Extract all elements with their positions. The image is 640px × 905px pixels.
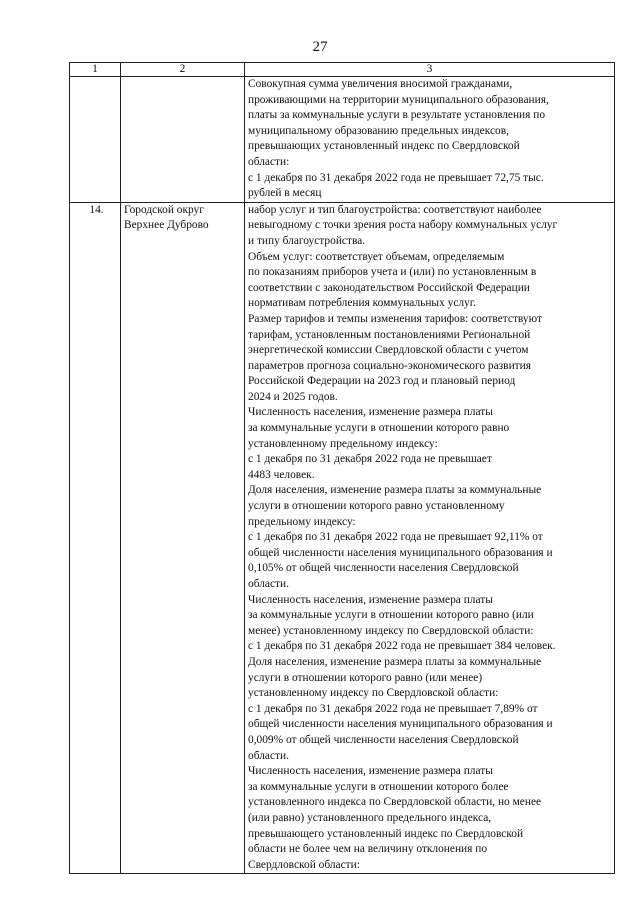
description-line: соответствии с законодательством Российской Федерации <box>248 281 530 294</box>
description-line: Российской Федерации на 2023 год и плановый период <box>248 375 516 388</box>
description-line: энергетической комиссии Свердловской области с учетом <box>248 344 529 357</box>
description-line: с 1 декабря по 31 декабря 2022 года не превышает 72,75 тыс. <box>248 171 544 184</box>
description-line: набор услуг и тип благоустройства: соответствуют наиболее <box>248 203 542 216</box>
description-line: с 1 декабря по 31 декабря 2022 года не превышает 384 человек. <box>248 640 556 653</box>
table-body <box>70 63 615 874</box>
description-line: по показаниям приборов учета и (или) по установленным в <box>248 266 537 279</box>
document-table <box>69 62 615 874</box>
municipality-name-line: Городской округ <box>124 203 204 216</box>
description-line: Численность населения, изменение размера платы <box>248 593 493 606</box>
description-cell <box>245 202 615 874</box>
description-line: Доля населения, изменение размера платы за коммунальные <box>248 484 542 497</box>
description-cell <box>245 77 615 203</box>
description-line: за коммунальные услуги в отношении которого равно <box>248 422 510 435</box>
description-line: Свердловской области: <box>248 858 360 871</box>
description-line: проживающими на территории муниципального образования, <box>248 93 549 106</box>
description-line: превышающего установленный индекс по Свердловской <box>248 827 524 840</box>
description-line: установленному индексу по Свердловской области: <box>248 687 499 700</box>
table-row <box>70 77 615 203</box>
description-line: параметров прогноза социально-экономического развития <box>248 359 531 372</box>
description-line: Размер тарифов и темпы изменения тарифов: соответствуют <box>248 312 542 325</box>
description-line: области не более чем на величину отклонения по <box>248 843 488 856</box>
row-number-cell <box>70 77 121 203</box>
description-line: услуги в отношении которого равно (или менее) <box>248 671 483 684</box>
description-line: превышающих установленный индекс по Свердловской <box>248 140 520 153</box>
description-line: невыгодному с точки зрения роста набору коммунальных услуг <box>248 219 558 232</box>
description-line: и типу благоустройства. <box>248 234 366 247</box>
description-line: области: <box>248 155 290 168</box>
description-line: тарифам, установленным постановлениями Региональной <box>248 328 531 341</box>
description-line: области. <box>248 749 289 762</box>
page-number: 27 <box>312 39 328 55</box>
municipality-cell <box>121 202 245 874</box>
description-line: с 1 декабря по 31 декабря 2022 года не превышает 92,11% от <box>248 531 543 544</box>
row-number-cell: 14. <box>70 202 121 874</box>
description-line: установленному предельному индексу: <box>248 437 438 450</box>
description-line: платы за коммунальные услуги в результате установления по <box>248 109 546 122</box>
description-line: нормативам потребления коммунальных услуг. <box>248 297 476 310</box>
description-line: предельному индексу: <box>248 515 356 528</box>
description-line: 2024 и 2025 годов. <box>248 390 338 403</box>
header-col-3: 3 <box>245 63 615 77</box>
description-line: Доля населения, изменение размера платы за коммунальные <box>248 655 542 668</box>
description-line: установленного индекса по Свердловской области, но менее <box>248 796 542 809</box>
header-col-1: 1 <box>70 63 121 77</box>
description-line: Объем услуг: соответствует объемам, определяемым <box>248 250 505 263</box>
description-line: 4483 человек. <box>248 468 315 481</box>
table-row <box>70 202 615 874</box>
description-line: Численность населения, изменение размера платы <box>248 765 493 778</box>
description-line: Численность населения, изменение размера платы <box>248 406 493 419</box>
description-line: общей численности населения муниципального образования и <box>248 718 553 731</box>
header-col-2: 2 <box>121 63 245 77</box>
description-line: общей численности населения муниципального образования и <box>248 546 553 559</box>
municipality-cell <box>121 77 245 203</box>
description-line: Совокупная сумма увеличения вносимой гражданами, <box>248 78 513 90</box>
table-header-row <box>70 63 615 77</box>
description-line: менее) установленному индексу по Свердловской области: <box>248 624 534 637</box>
description-line: 0,009% от общей численности населения Свердловской <box>248 733 519 746</box>
description-line: с 1 декабря по 31 декабря 2022 года не превышает <box>248 453 492 466</box>
description-line: услуги в отношении которого равно установленному <box>248 500 505 513</box>
description-line: рублей в месяц <box>248 187 322 200</box>
description-line: области. <box>248 578 289 590</box>
municipality-name-line: Верхнее Дуброво <box>124 219 209 232</box>
description-line: с 1 декабря по 31 декабря 2022 года не превышает 7,89% от <box>248 702 538 715</box>
description-line: муниципальному образованию предельных индексов, <box>248 124 509 137</box>
description-line: за коммунальные услуги в отношении которого более <box>248 780 509 793</box>
description-line: (или равно) установленного предельного индекса, <box>248 811 492 824</box>
description-line: за коммунальные услуги в отношении которого равно (или <box>248 609 534 622</box>
description-line: 0,105% от общей численности населения Свердловской <box>248 562 519 575</box>
